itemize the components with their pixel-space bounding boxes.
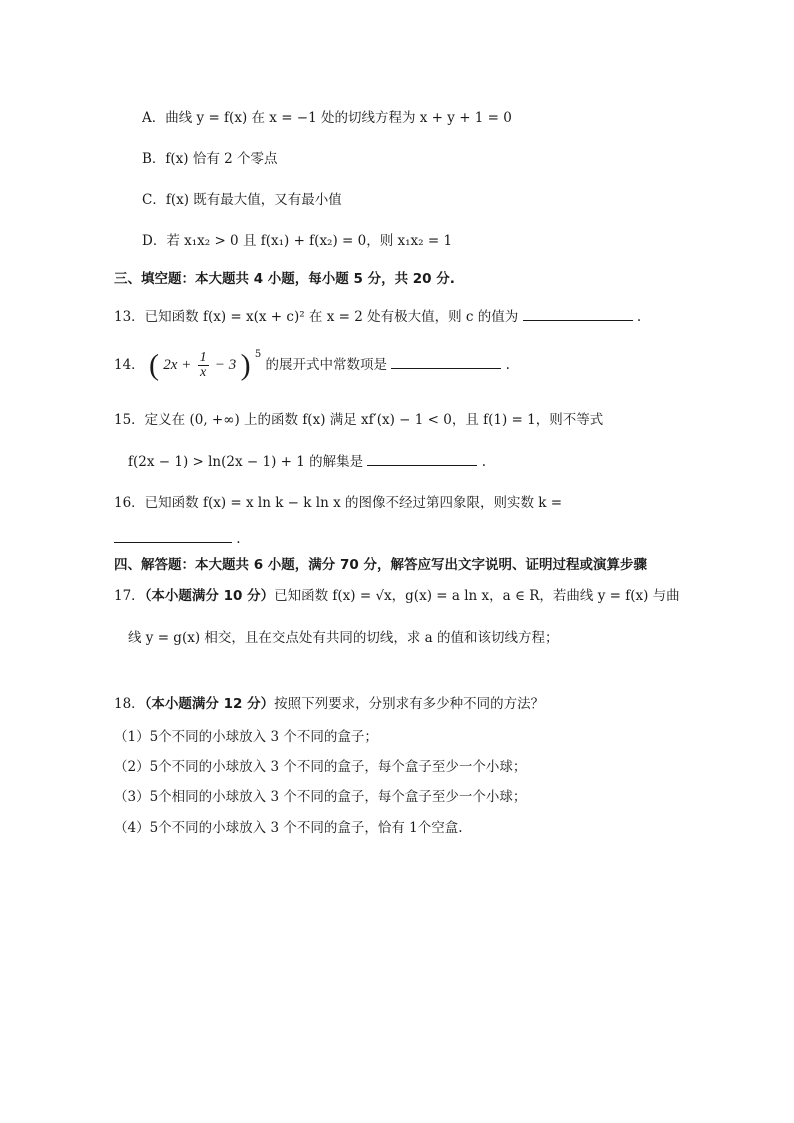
question-13-end: . [636,309,642,325]
question-18-item-1: （1）5个不同的小球放入 3 个不同的盒子； [114,729,378,745]
question-16-line1: 16．已知函数 f(x) = x ln k − k ln x 的图像不经过第四象限，则实数 k = [114,495,563,511]
question-17-text: 已知函数 f(x) = √x，g(x) = a ln x，a ∈ R，若曲线 y = f(x) 与曲 [274,588,680,604]
option-d: D．若 x₁x₂ > 0 且 f(x₁) + f(x₂) = 0，则 x₁x₂ = 1 [142,233,453,249]
question-14-end: . [505,357,510,373]
question-14 [114,345,510,387]
option-c: C．f(x) 既有最大值，又有最小值 [142,192,342,208]
question-15-end: . [481,454,487,470]
q14-expr-right: − 3 [214,357,237,373]
q14-frac-num: 1 [199,350,207,365]
question-16-line2 [114,528,241,549]
question-18-item-2: （2）5个不同的小球放入 3 个不同的盒子，每个盒子至少一个小球； [114,759,527,775]
question-18-text: 按照下列要求，分别求有多少种不同的方法？ [274,696,545,712]
option-a: A．曲线 y = f(x) 在 x = −1 处的切线方程为 x + y + 1 = 0 [142,110,512,126]
question-18-item-3: （3）5个相同的小球放入 3 个不同的盒子，每个盒子至少一个小球； [114,789,527,805]
q14-expr-left: 2x + [163,357,192,373]
question-17-tag: （本小题满分 10 分） [144,588,275,604]
question-13 [114,306,641,327]
answer-blank-15[interactable] [367,451,477,466]
q14-exponent: 5 [254,349,262,360]
question-14-num: 14． [114,357,145,373]
question-17-num: 17． [114,588,145,604]
option-b: B．f(x) 恰有 2 个零点 [142,151,278,167]
question-14-text: 的展开式中常数项是 [265,357,388,373]
question-13-text: 13．已知函数 f(x) = x(x + c)² 在 x = 2 处有极大值，则 c 的值为 [114,309,519,325]
question-18-item-4: （4）5个不同的小球放入 3 个不同的盒子，恰有 1个空盒. [114,820,463,836]
answer-blank-14[interactable] [391,354,501,369]
section3-heading: 三、填空题：本大题共 4 小题，每小题 5 分，共 20 分. [114,271,455,287]
q14-fraction [198,351,209,380]
answer-blank-13[interactable] [523,306,633,321]
right-paren: ) [240,348,251,382]
question-17-line1 [114,586,680,606]
question-15-ineq: f(2x − 1) > ln(2x − 1) + 1 的解集是 [128,454,364,470]
question-18-num: 18． [114,696,145,712]
question-16-end: . [236,531,241,547]
question-15-line2 [128,451,486,472]
left-paren: ( [148,348,159,382]
question-18-tag: （本小题满分 12 分） [144,696,275,712]
question-18-line1 [114,694,544,714]
q14-frac-den: x [200,365,207,380]
question-17-line2: 线 y = g(x) 相交，且在交点处有共同的切线，求 a 的值和该切线方程； [128,630,559,646]
answer-blank-16[interactable] [114,528,232,543]
section4-heading: 四、解答题：本大题共 6 小题，满分 70 分，解答应写出文字说明、证明过程或演算步骤 [114,557,647,573]
question-15-line1: 15．定义在 (0, +∞) 上的函数 f(x) 满足 xf′(x) − 1 < 0，且 f(1) = 1，则不等式 [114,412,604,428]
